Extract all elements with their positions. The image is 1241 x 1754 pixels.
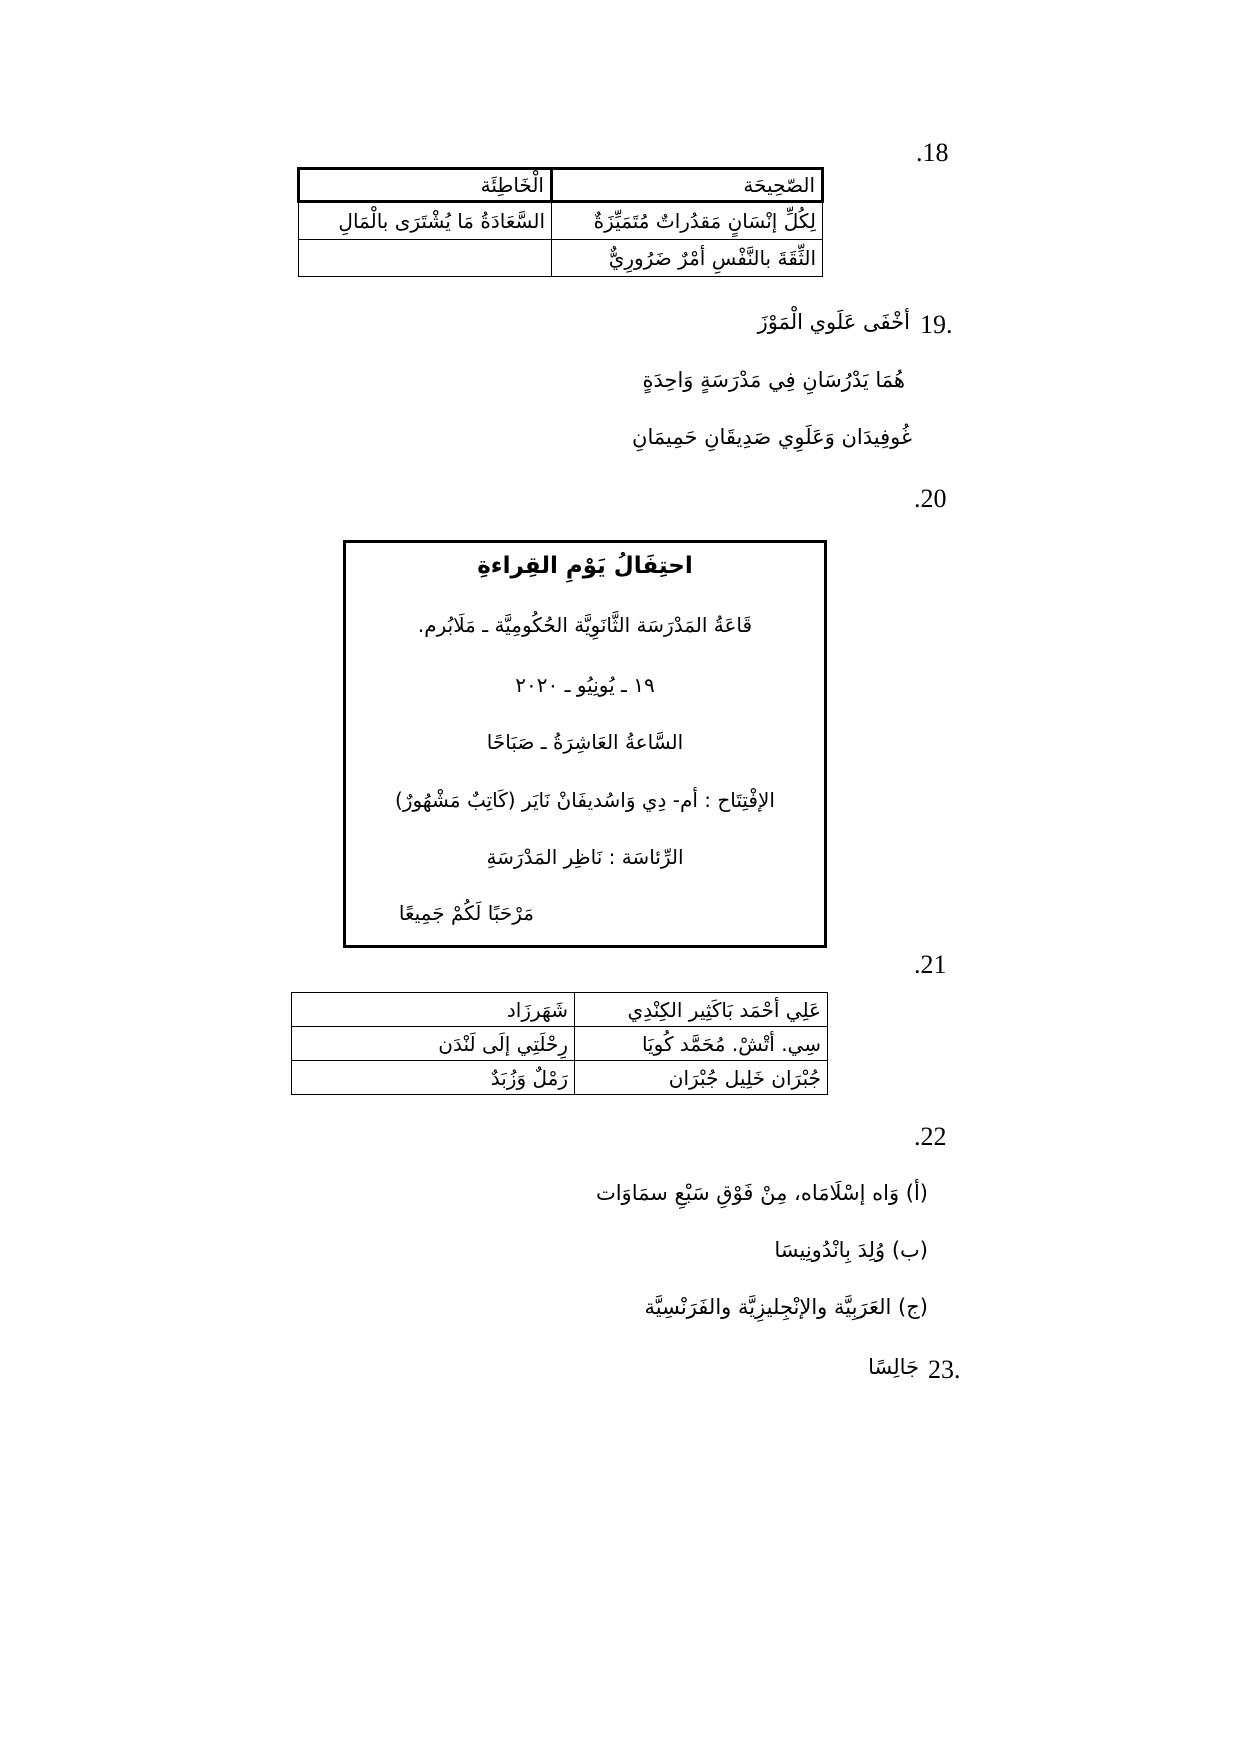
cell: السَّعَادَةُ مَا يُشْتَرَى بالْمَالِ — [299, 202, 552, 240]
table-row — [292, 1061, 828, 1095]
cell: عَلِي أحْمَد بَاكَثِير الكِنْدِي — [575, 993, 828, 1027]
invitation-welcome: مَرْحَبًا لَكُمْ جَمِيعًا — [398, 901, 534, 925]
q18-table — [297, 167, 824, 277]
question-number-22: .22 — [914, 1122, 947, 1151]
question-number-23: 23. — [928, 1355, 961, 1384]
invitation-time: السَّاعةُ العَاشِرَةُ ـ صَبَاحًا — [486, 730, 684, 754]
cell: سِي. أتْشْ. مُحَمَّد كُويَا — [575, 1027, 828, 1061]
table-row — [299, 240, 823, 277]
invitation-title: احتِفَالُ يَوْمِ القِراءةِ — [477, 553, 693, 579]
table-row — [299, 202, 823, 240]
q19-line-2: هُمَا يَدْرُسَانِ فِي مَدْرَسَةٍ وَاحِدَةٍ — [642, 368, 905, 392]
table-row — [292, 993, 828, 1027]
table-row — [292, 1027, 828, 1061]
q21-table — [291, 992, 828, 1095]
question-number-20: .20 — [914, 484, 947, 513]
invitation-box — [343, 540, 827, 948]
cell: رِحْلَتِي إلَى لَنْدَن — [292, 1027, 575, 1061]
cell — [299, 240, 552, 277]
invitation-venue: قَاعَةُ المَدْرَسَة الثَّانَوِيَّة الحُكُومِيَّة ـ مَلَابُرم. — [417, 613, 753, 637]
question-number-18: .18 — [916, 138, 949, 167]
header-correct: الصّحِيحَة — [552, 169, 823, 202]
q19-line-3: غُوفِيدَان وَعَلَوِي صَدِيقَانِ حَمِيمَانِ — [632, 425, 912, 449]
q22-answer-c: (ج) العَرَبِيَّة والإنْجِليزِيَّة والفَرَنْسِيَّة — [644, 1295, 928, 1319]
cell: لِكُلِّ إنْسَانٍ مَقدُراتٌ مُتَمَيِّزَةٌ — [552, 202, 823, 240]
cell: جُبْرَان خَلِيل جُبْرَان — [575, 1061, 828, 1095]
q23-answer: جَالِسًا — [868, 1355, 919, 1379]
question-number-21: .21 — [914, 950, 947, 979]
invitation-date: ١٩ ـ يُونِيُو ـ ٢٠٢٠ — [515, 673, 655, 697]
q22-answer-b: (ب) وُلِدَ بِانْدُونِيسَا — [774, 1238, 928, 1262]
invitation-opening: الإفْتِتَاح : أم- دِي وَاسُديفَانْ نَايَر (كَاتِبٌ مَشْهُورٌ) — [395, 788, 775, 812]
q19-answer: أخْفَى عَلَوي الْمَوْزَ — [757, 310, 910, 334]
question-number-19: 19. — [920, 310, 953, 339]
q22-answer-a: (أ) وَاه إسْلَامَاه، مِنْ فَوْقِ سَبْعِ سمَاوَات — [595, 1181, 928, 1205]
invitation-presidency: الرِّئاسَة : نَاظِر المَدْرَسَةِ — [486, 845, 684, 869]
cell: رَمْلٌ وَزُبَدٌ — [292, 1061, 575, 1095]
cell: الثِّقَةَ بالنَّفْسِ أمْرٌ ضَرُورِيٌّ — [552, 240, 823, 277]
cell: شَهَرزَاد — [292, 993, 575, 1027]
header-wrong: الْخَاطِئَة — [299, 169, 552, 202]
